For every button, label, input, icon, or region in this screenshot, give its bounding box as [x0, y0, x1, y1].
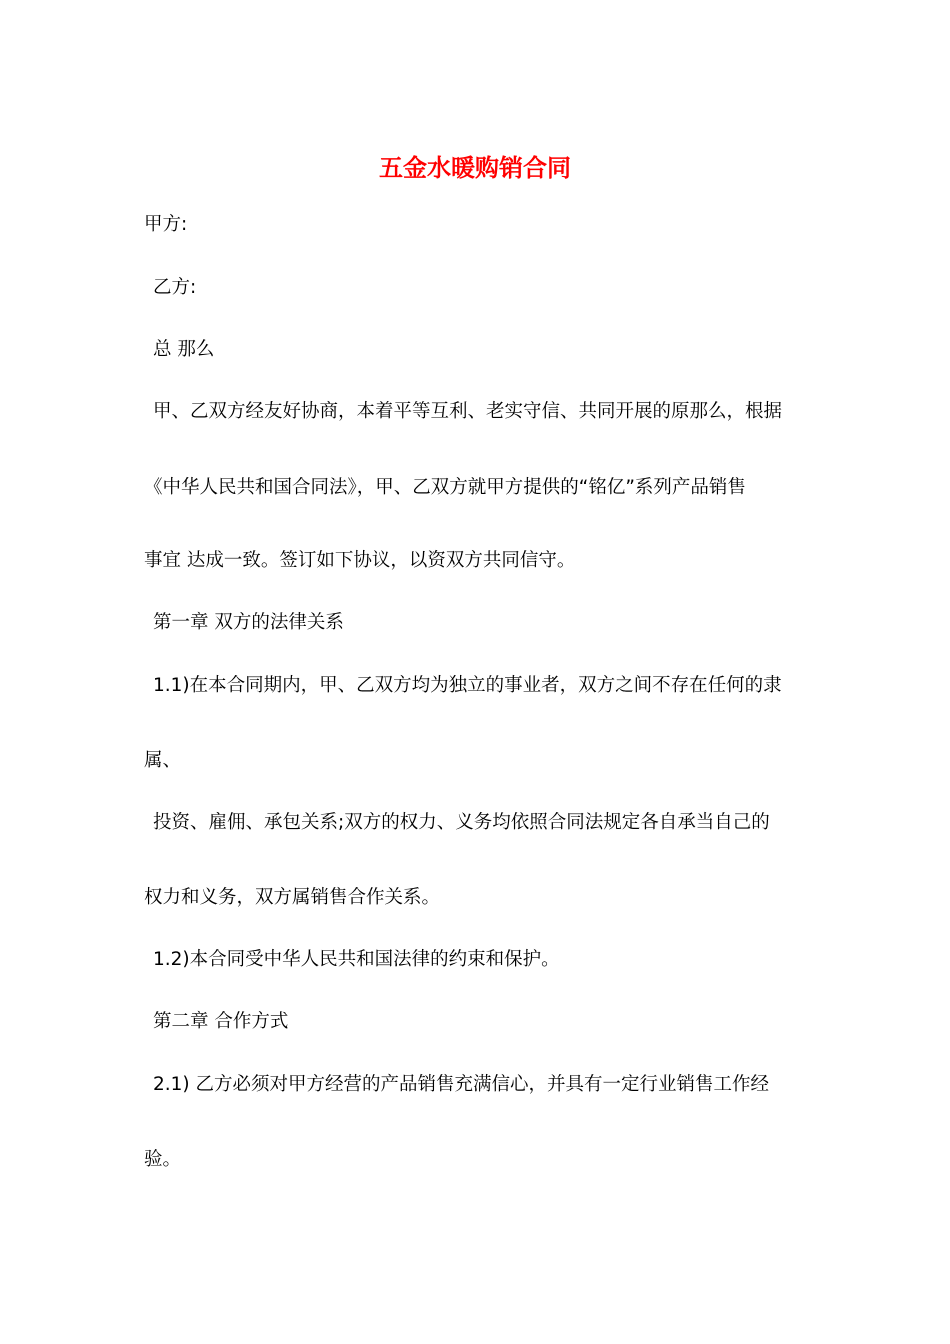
clause-1-1-line: 权力和义务，双方属销售合作关系。	[144, 887, 441, 908]
clause-1-1-line: 投资、雇佣、承包关系;双方的权力、义务均依照合同法规定各自承当自己的	[153, 812, 770, 833]
clause-2-1-line: 2.1) 乙方必须对甲方经营的产品销售充满信心，并具有一定行业销售工作经	[153, 1074, 770, 1095]
general-principles-heading: 总 那么	[153, 339, 215, 360]
document-title: 五金水暖购销合同	[379, 154, 571, 182]
paragraph-line: 事宜 达成一致。签订如下协议，以资双方共同信守。	[144, 550, 576, 571]
chapter-one-heading: 第一章 双方的法律关系	[153, 612, 344, 633]
paragraph-line: 甲、乙双方经友好协商，本着平等互利、老实守信、共同开展的原那么，根据	[153, 401, 783, 422]
paragraph-line: 《中华人民共和国合同法》，甲、乙双方就甲方提供的“铭亿”系列产品销售	[144, 477, 746, 498]
party-a-line: 甲方:	[144, 214, 188, 235]
party-b-line: 乙方:	[153, 277, 197, 298]
clause-2-1-line: 验。	[144, 1149, 182, 1170]
clause-1-1-line: 1.1)在本合同期内，甲、乙双方均为独立的事业者，双方之间不存在任何的隶	[153, 675, 782, 696]
clause-1-2-line: 1.2)本合同受中华人民共和国法律的约束和保护。	[153, 949, 560, 970]
chapter-two-heading: 第二章 合作方式	[153, 1011, 289, 1032]
clause-1-1-line: 属、	[144, 750, 182, 771]
